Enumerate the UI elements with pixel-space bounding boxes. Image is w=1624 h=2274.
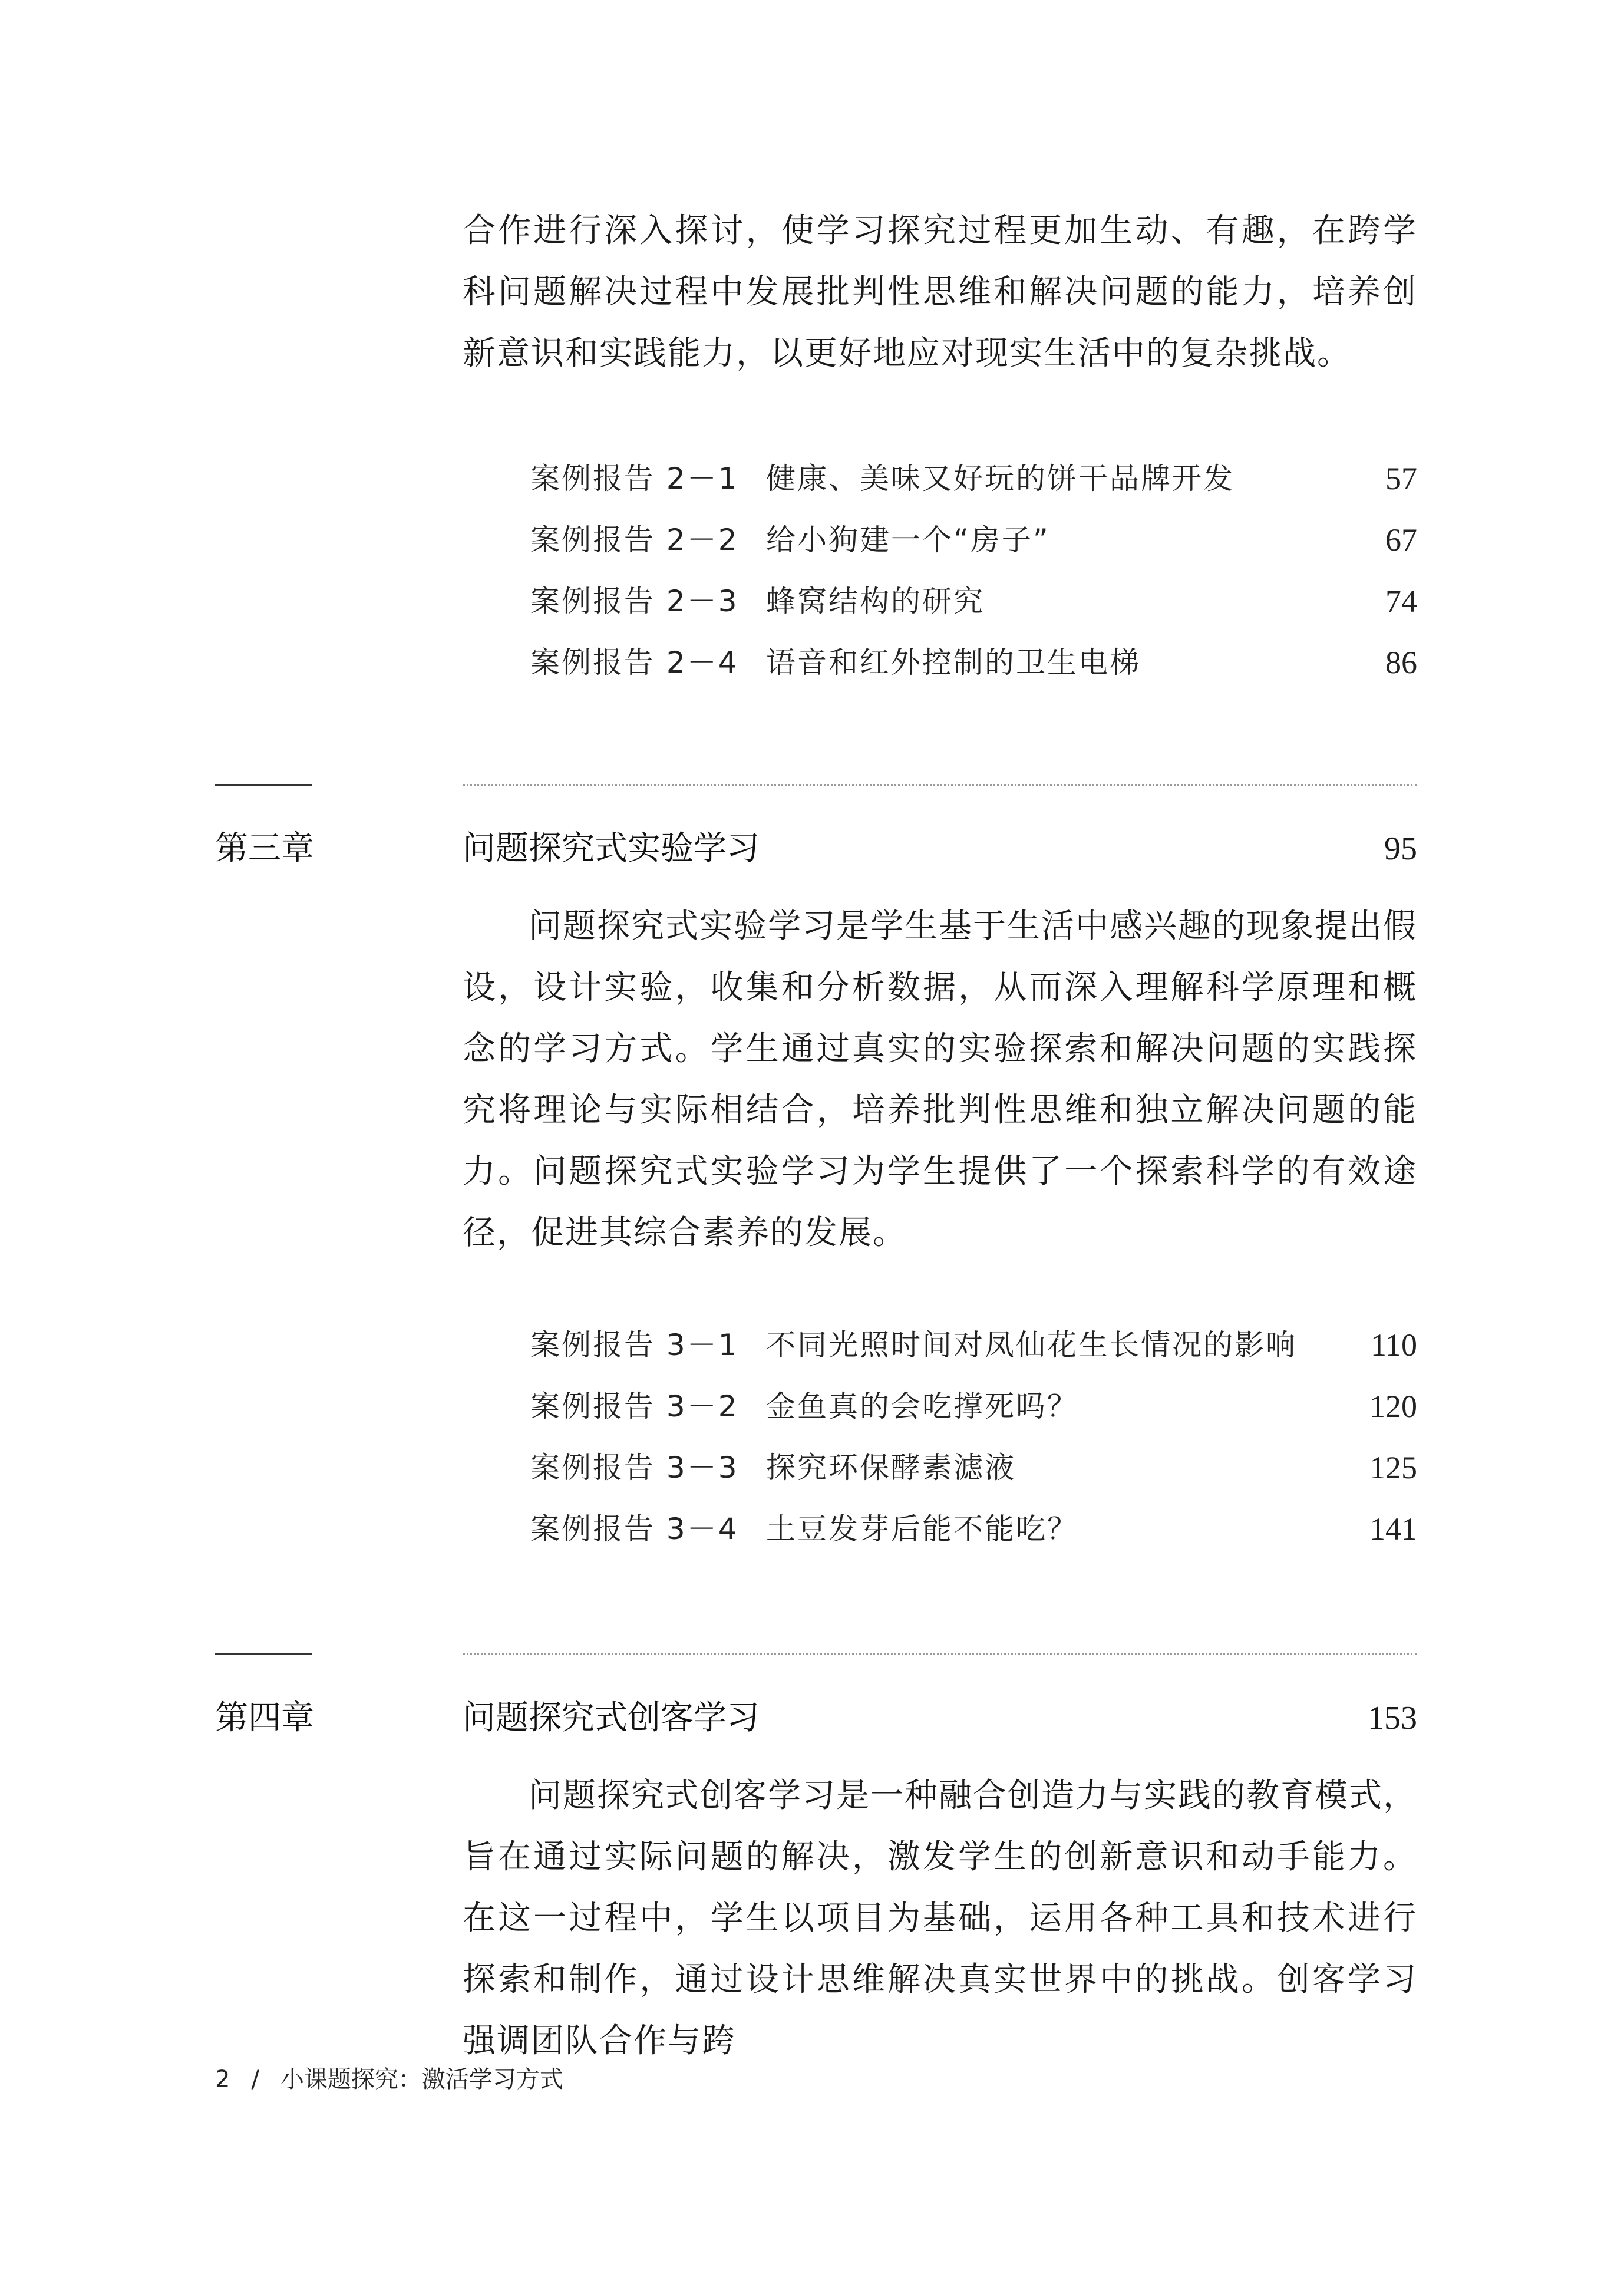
chapter3-case-list bbox=[530, 1314, 1417, 1560]
chapter-divider-dotted bbox=[463, 784, 1417, 786]
page-footer bbox=[215, 2062, 563, 2097]
chapter4-description: 问题探究式创客学习是一种融合创造力与实践的教育模式，旨在通过实际问题的解决，激发学生的创新意识和动手能力。在这一过程中，学生以项目为基础，运用各种工具和技术进行探索和制作，通过设计思维解决真实世界中的挑战。创客学习强调团队合作与跨 bbox=[463, 1777, 1417, 2060]
case-page-number: 141 bbox=[1369, 1511, 1417, 1547]
case-title: 金鱼真的会吃撑死吗？ bbox=[766, 1389, 1078, 1423]
case-entry[interactable] bbox=[530, 1376, 1417, 1437]
case-title: 健康、美味又好玩的饼干品牌开发 bbox=[766, 462, 1234, 496]
case-entry[interactable] bbox=[530, 1437, 1417, 1498]
case-code: 案例报告 3－1 bbox=[530, 1328, 739, 1362]
chapter-divider-solid bbox=[215, 784, 312, 786]
case-code: 案例报告 3－4 bbox=[530, 1512, 739, 1546]
case-title: 探究环保酵素滤液 bbox=[766, 1451, 1016, 1485]
chapter4-title[interactable]: 问题探究式创客学习 bbox=[463, 1699, 760, 1737]
case-entry[interactable] bbox=[530, 571, 1417, 632]
case-entry[interactable] bbox=[530, 1314, 1417, 1376]
chapter2-case-list bbox=[530, 448, 1417, 693]
case-page-number: 110 bbox=[1371, 1327, 1417, 1363]
chapter3-label: 第三章 bbox=[215, 829, 314, 868]
chapter-divider-dotted bbox=[463, 1653, 1417, 1655]
chapter3-description: 问题探究式实验学习是学生基于生活中感兴趣的现象提出假设，设计实验，收集和分析数据，从而深入理解科学原理和概念的学习方式。学生通过真实的实验探索和解决问题的实践探究将理论与实际相结合，培养批判性思维和独立解决问题的能力。问题探究式实验学习为学生提供了一个探索科学的有效途径，促进其综合素养的发展。 bbox=[463, 907, 1417, 1252]
case-page-number: 120 bbox=[1369, 1389, 1417, 1424]
case-page-number: 74 bbox=[1385, 584, 1417, 619]
case-title: 给小狗建一个“房子” bbox=[766, 523, 1050, 557]
case-entry[interactable] bbox=[530, 509, 1417, 571]
case-code: 案例报告 3－3 bbox=[530, 1451, 739, 1485]
case-page-number: 67 bbox=[1385, 522, 1417, 558]
case-code: 案例报告 2－4 bbox=[530, 645, 739, 680]
chapter4-page-number: 153 bbox=[1368, 1700, 1417, 1736]
chapter3-page-number: 95 bbox=[1384, 830, 1417, 867]
case-title: 土豆发芽后能不能吃？ bbox=[766, 1512, 1078, 1546]
case-page-number: 125 bbox=[1369, 1450, 1417, 1485]
footer-separator: / bbox=[251, 2066, 259, 2093]
case-title: 语音和红外控制的卫生电梯 bbox=[766, 645, 1141, 680]
chapter4-label: 第四章 bbox=[215, 1699, 314, 1737]
case-entry[interactable] bbox=[530, 632, 1417, 693]
intro-paragraph: 合作进行深入探讨，使学习探究过程更加生动、有趣，在跨学科问题解决过程中发展批判性思维和解决问题的能力，培养创新意识和实践能力，以更好地应对现实生活中的复杂挑战。 bbox=[463, 212, 1417, 373]
case-code: 案例报告 2－1 bbox=[530, 462, 739, 496]
case-title: 不同光照时间对凤仙花生长情况的影响 bbox=[766, 1328, 1297, 1362]
chapter-divider-solid bbox=[215, 1653, 312, 1655]
case-code: 案例报告 2－3 bbox=[530, 584, 739, 618]
case-entry[interactable] bbox=[530, 448, 1417, 509]
case-title: 蜂窝结构的研究 bbox=[766, 584, 985, 618]
case-page-number: 86 bbox=[1385, 645, 1417, 680]
case-code: 案例报告 2－2 bbox=[530, 523, 739, 557]
chapter3-title[interactable]: 问题探究式实验学习 bbox=[463, 829, 760, 868]
case-code: 案例报告 3－2 bbox=[530, 1389, 739, 1423]
case-page-number: 57 bbox=[1385, 461, 1417, 496]
footer-book-title: 小课题探究：激活学习方式 bbox=[280, 2066, 563, 2093]
footer-page-number: 2 bbox=[215, 2066, 230, 2093]
case-entry[interactable] bbox=[530, 1498, 1417, 1560]
